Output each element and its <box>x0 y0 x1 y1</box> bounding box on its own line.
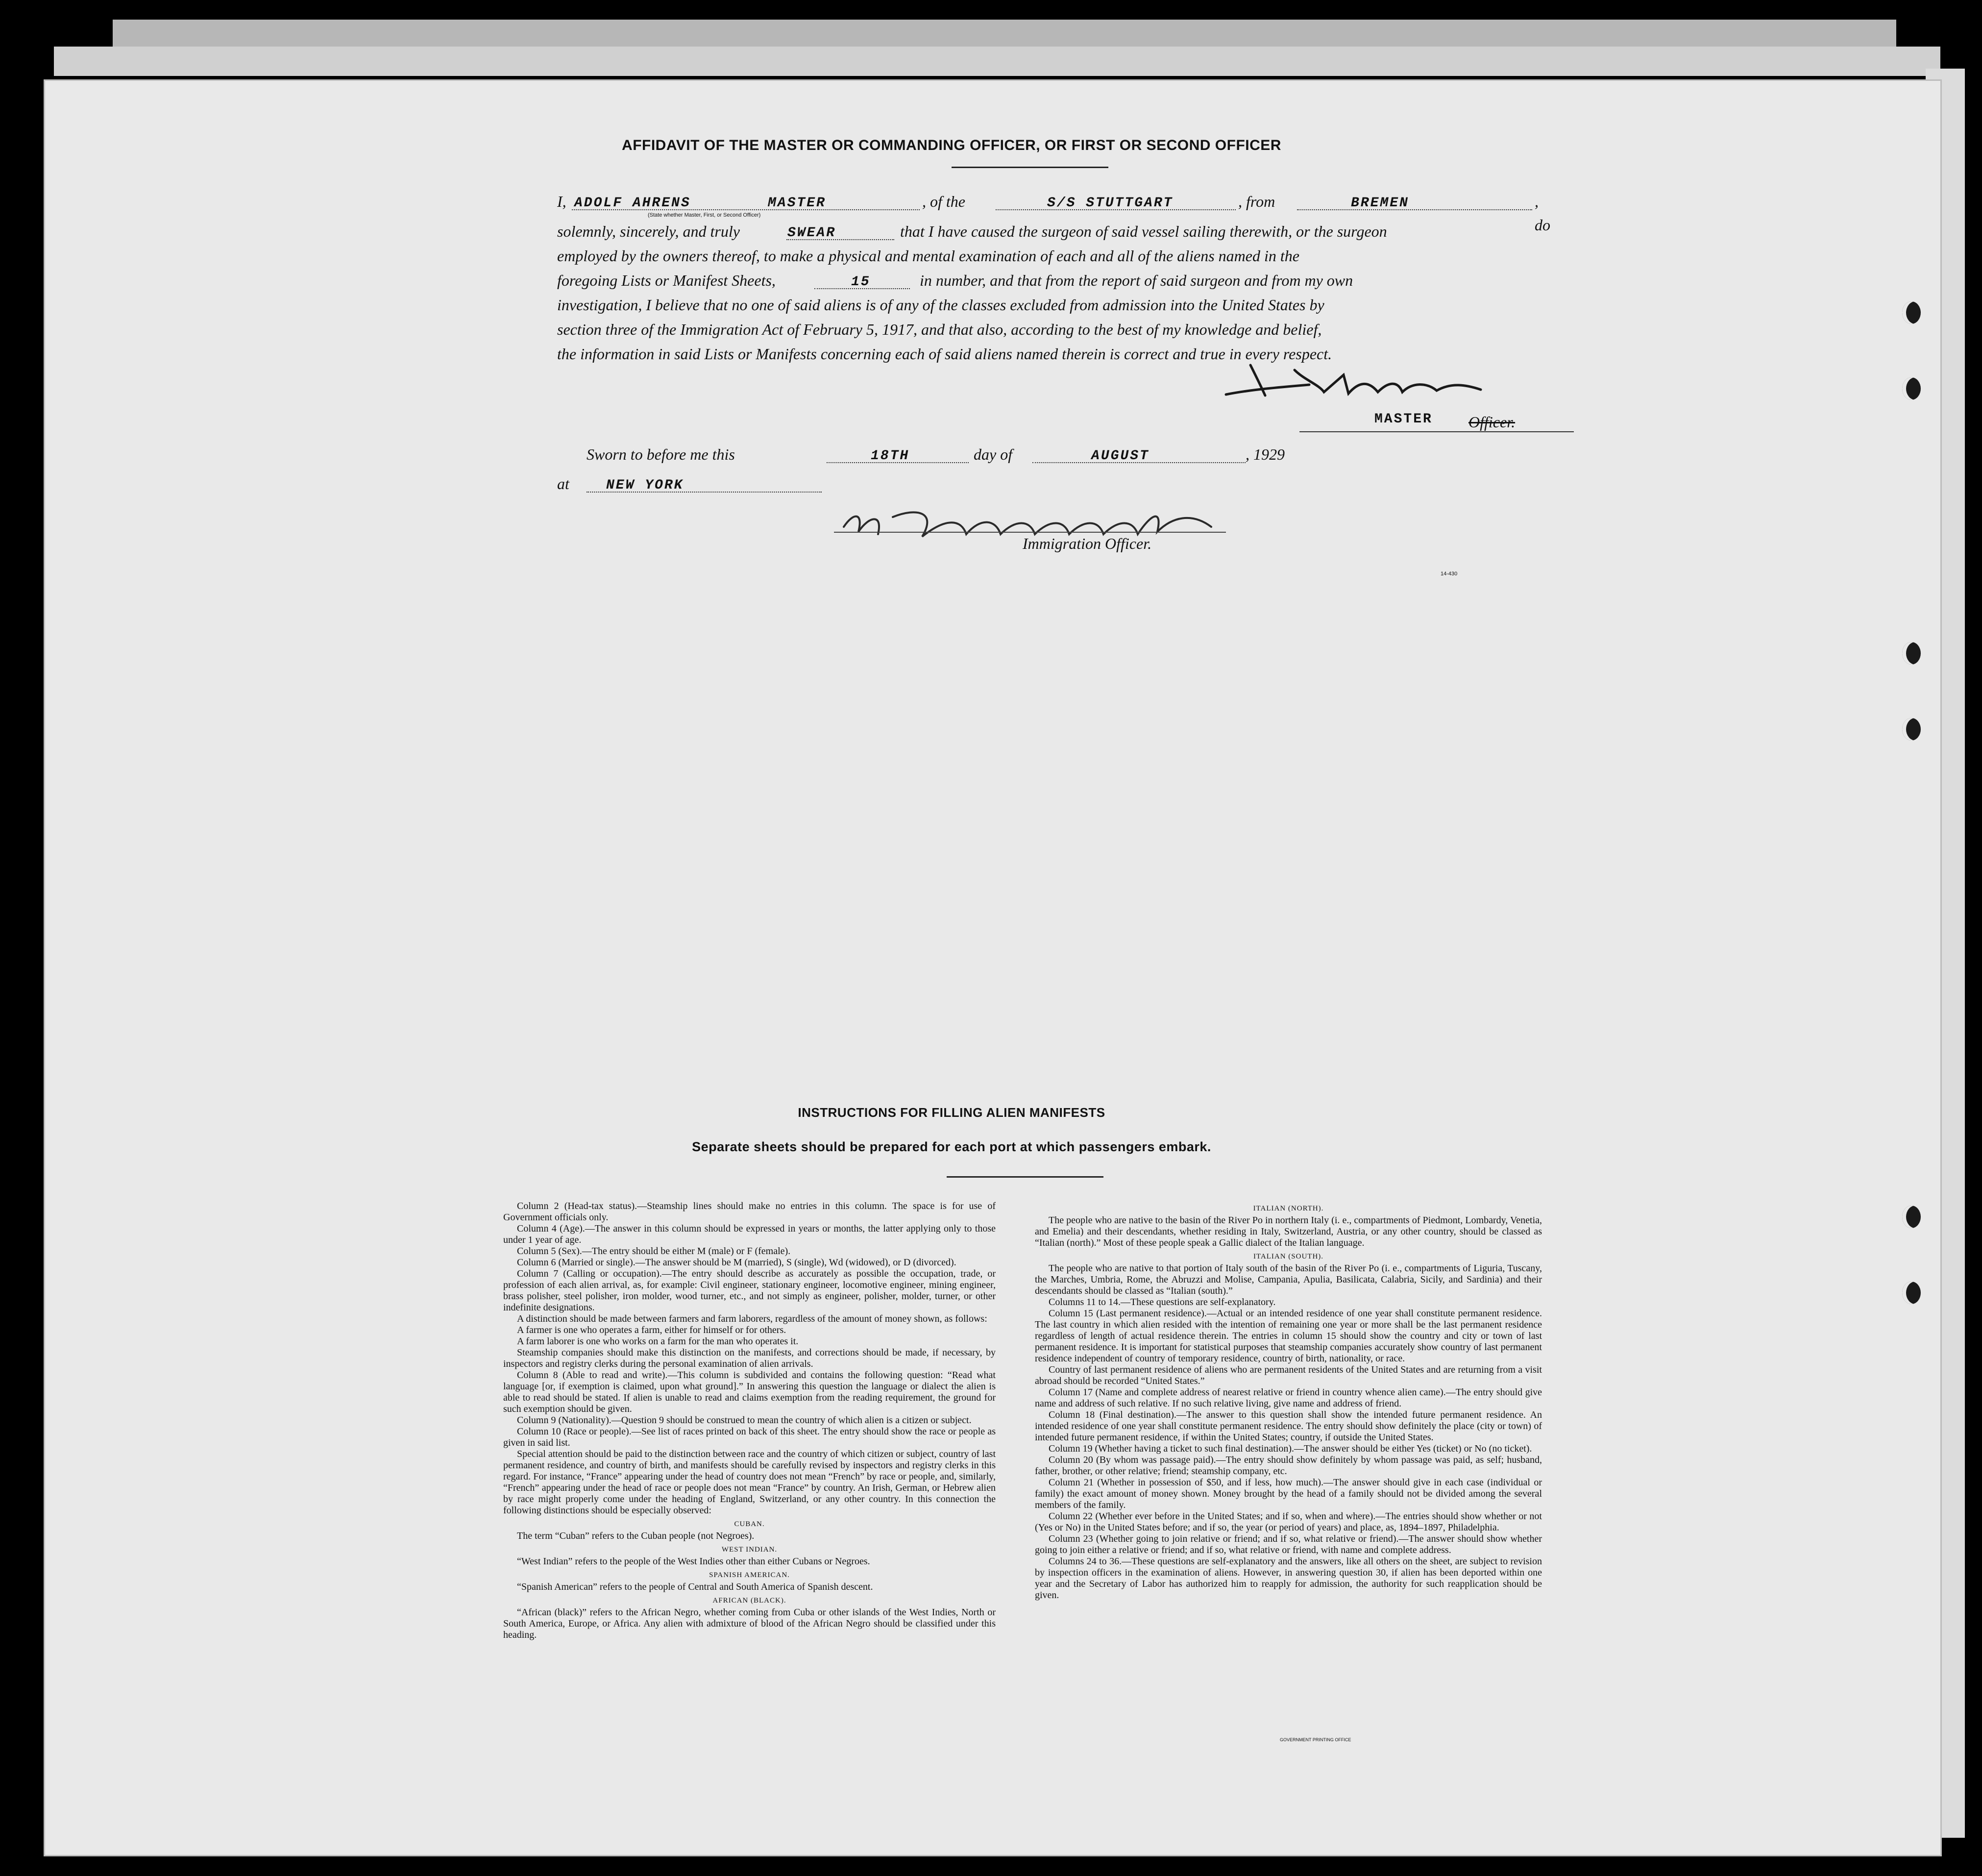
affidavit-line-3: employed by the owners thereof, to make a physical and mental examination of each and all of the aliens named in the <box>557 247 1299 265</box>
instruction-paragraph: “West Indian” refers to the people of the West Indies other than either Cubans or Negroes. <box>517 1556 870 1567</box>
instruction-paragraph: The people who are native to that portion of Italy south of the basin of the River Po (i. e., compartments of Liguria, Tuscany, the Marches, Umbria, Rome, the Abruzzi and Molise, Campania, Apulia, Basilicata, Calabria, Sicily, and Sardinia) and their descendants should be classed as “Italian (south).” <box>1035 1263 1542 1296</box>
do-text: , do <box>1535 193 1550 234</box>
line4b-text: in number, and that from the report of said surgeon and from my own <box>920 272 1353 289</box>
instruction-paragraph: Column 22 (Whether ever before in the United States; and if so, when and where).—The entries should show whether or not (Yes or No) in the United States before; and if so, the year (or period of years) and place, as, 1894–1897, Philadelphia. <box>1035 1511 1542 1533</box>
instruction-paragraph: Steamship companies should make this distinction on the manifests, and corrections should be made, if necessary, by inspectors and registry clerks during the personal examination of alien arrivals. <box>503 1347 996 1369</box>
instruction-paragraph: Column 9 (Nationality).—Question 9 should be construed to mean the country of which alien is a citizen or subject. <box>517 1415 972 1426</box>
title-rule <box>952 167 1108 168</box>
at-line <box>557 472 851 496</box>
affidavit-line-7: the information in said Lists or Manifests concerning each of said aliens named therein is correct and true in every respect. <box>557 345 1332 363</box>
section-heading: AFRICAN (BLACK). <box>712 1597 786 1604</box>
ship-line <box>996 209 1236 210</box>
affidavit-line-2 <box>557 220 1547 244</box>
day-of-text: day of <box>974 445 1013 463</box>
instruction-paragraph: A distinction should be made between farmers and farm laborers, regardless of the amount of money shown, as follows: <box>517 1313 987 1324</box>
month-line <box>1032 462 1246 463</box>
master-signature <box>1221 355 1486 412</box>
instruction-paragraph: Column 18 (Final destination).—The answer to this question shall show the intended future permanent residence. An intended residence of one year shall constitute permanent residence. The entry should show definitely the place (city or town) of intended future permanent residence, if within the United States; country, if outside the United States. <box>1035 1409 1542 1443</box>
form-number: 14-430 <box>1441 571 1458 577</box>
affidavit-line-4 <box>557 269 1547 293</box>
punch-hole <box>1902 642 1921 665</box>
instructions-left-column <box>503 1201 996 1641</box>
instructions-subtitle: Separate sheets should be prepared for each port at which passengers embark. <box>692 1139 1211 1154</box>
officer-rank-value: MASTER <box>768 196 826 211</box>
instruction-paragraph: Column 20 (By whom was passage paid).—The entry should show definitely by whom passage was paid, as self; husband, father, brother, or other relative; friend; steamship company, etc. <box>1035 1455 1542 1477</box>
printer-mark: GOVERNMENT PRINTING OFFICE <box>1280 1737 1351 1742</box>
immigration-officer-label: Immigration Officer. <box>1023 535 1152 552</box>
rank-note: (State whether Master, First, or Second Officer) <box>648 212 761 218</box>
sworn-lead: Sworn to before me this <box>587 445 735 463</box>
signer-line <box>1299 431 1574 432</box>
at-line-rule <box>587 492 822 493</box>
manifest-page <box>45 81 1940 1855</box>
punch-hole <box>1902 377 1921 400</box>
sheets-value: 15 <box>851 274 871 290</box>
instruction-paragraph: Special attention should be paid to the distinction between race and the country of which citizen or subject, country of last permanent residence, and country of birth, and manifests should be carefully revised by inspectors and registry clerks in this regard. For instance, “France” appearing under the head of country does not mean “French” by race or people, and, similarly, “French” appearing under the head of race or people does not mean “France” by country. An Irish, German, or Hebrew alien by race might properly come under the heading of England, Switzerland, or any other country. In this connection the following distinctions should be especially observed: <box>503 1449 996 1516</box>
affidavit-line-6: section three of the Immigration Act of February 5, 1917, and that also, according to the best of my knowledge and belief, <box>557 321 1322 338</box>
punch-hole <box>1902 1282 1921 1304</box>
line2b-text: that I have caused the surgeon of said vessel sailing therewith, or the surgeon <box>900 222 1387 240</box>
line2a-text: solemnly, sincerely, and truly <box>557 222 740 240</box>
instruction-paragraph: Column 5 (Sex).—The entry should be either M (male) or F (female). <box>517 1246 791 1257</box>
instruction-paragraph: The people who are native to the basin of the River Po in northern Italy (i. e., compartments of Piedmont, Lombardy, Venetia, and Emelia) and their descendants, whether residing in Italy, Switzerland, Austria, or any other country, should be classed as “Italian (north).” Most of these people speak a Gallic dialect of the Italian language. <box>1035 1215 1542 1248</box>
instruction-paragraph: A farmer is one who operates a farm, either for himself or for others. <box>517 1325 786 1335</box>
section-heading: WEST INDIAN. <box>721 1546 778 1554</box>
name-line <box>572 209 920 210</box>
instructions-rule <box>947 1176 1103 1178</box>
from-text: , from <box>1238 193 1275 210</box>
port-line <box>1297 209 1532 210</box>
day-line <box>827 462 969 463</box>
instruction-paragraph: Column 6 (Married or single).—The answer should be M (married), S (single), Wd (widowed), or D (divorced). <box>517 1257 956 1268</box>
signer-title: MASTER <box>1374 412 1433 427</box>
ship-value: S/S STUTTGART <box>1047 196 1174 211</box>
oath-value: SWEAR <box>787 225 836 241</box>
section-heading: ITALIAN (NORTH). <box>1253 1205 1324 1212</box>
affidavit-line-5: investigation, I believe that no one of said aliens is of any of the classes excluded from admission into the United States by <box>557 296 1324 314</box>
sworn-line <box>587 443 1468 467</box>
master-signature-scrawl <box>1221 355 1486 409</box>
sworn-day-value: 18TH <box>871 448 910 464</box>
at-place-value: NEW YORK <box>606 478 684 493</box>
instruction-paragraph: Column 21 (Whether in possession of $50, and if less, how much).—The answer should give in each case (individual or family) the exact amount of money shown. Money brought by the head of a family should not be divided among the several members of the family. <box>1035 1477 1542 1510</box>
lead-text: I, <box>557 193 566 210</box>
officer-name-value: ADOLF AHRENS <box>574 196 691 211</box>
instruction-paragraph: Column 17 (Name and complete address of nearest relative or friend in country whence alien came).—The entry should give name and address of such relative. If no such relative living, give name and address of friend. <box>1035 1387 1542 1409</box>
instruction-paragraph: Column 23 (Whether going to join relative or friend; and if so, what relative or friend).—The answer should show whether going to join either a relative or friend; and if so, what relative or friend, with name and complete address. <box>1035 1533 1542 1555</box>
instruction-paragraph: Column 19 (Whether having a ticket to such final destination).—The answer should be either Yes (ticket) or No (no ticket). <box>1049 1443 1532 1454</box>
instruction-paragraph: “African (black)” refers to the African Negro, whether coming from Cuba or other islands of the West Indies, North or South America, Europe, or Africa. Any alien with admixture of blood of the African Negro should be classified under this heading. <box>503 1607 996 1640</box>
instruction-paragraph: Column 15 (Last permanent residence).—Actual or an intended residence of one year shall constitute permanent residence. The last country in which alien resided with the intention of remaining one year or more shall be the last permanent residence regardless of length of actual residence therein. The entries in column 15 should show the country and city or town of last permanent residence. It is important for statistical purposes that steamship companies accurately show country of last permanent residence independent of country of temporary residence, country of birth, nationality, or race. <box>1035 1308 1542 1364</box>
instruction-paragraph: Column 2 (Head-tax status).—Steamship lines should make no entries in this column. The space is for use of Government officials only. <box>503 1201 996 1223</box>
instruction-paragraph: “Spanish American” refers to the people of Central and South America of Spanish descent. <box>517 1581 873 1592</box>
instruction-paragraph: Column 4 (Age).—The answer in this column should be expressed in years or months, the latter applying only to those under 1 year of age. <box>503 1223 996 1245</box>
sheets-line <box>814 288 910 289</box>
instruction-paragraph: Column 10 (Race or people).—See list of races printed on back of this sheet. The entry should show the race or people as given in said list. <box>503 1426 996 1448</box>
instruction-paragraph: Country of last permanent residence of aliens who are permanent residents of the United States and are returning from a visit abroad should be recorded “United States.” <box>1035 1364 1542 1386</box>
section-heading: CUBAN. <box>734 1520 765 1528</box>
instruction-paragraph: Column 8 (Able to read and write).—This column is subdivided and contains the following question: “Read what language [or, if exemption is claimed, upon what ground].” In answering this question the language or dialect the alien is able to read should be stated. If alien is unable to read and claims exemption from the reading requirement, the ground for such exemption should be given. <box>503 1370 996 1414</box>
back-page-edge-2 <box>54 47 1940 76</box>
port-value: BREMEN <box>1351 196 1409 211</box>
instruction-paragraph: Column 7 (Calling or occupation).—The entry should describe as accurately as possible the occupation, trade, or profession of each alien arrival, as, for example: Civil engineer, stationary engineer, locomotive engineer, mining engineer, brass polisher, steel polisher, iron molder, wood turner, etc., and not simply as engineer, polisher, molder, turner, or other indefinite designations. <box>503 1268 996 1313</box>
section-heading: ITALIAN (SOUTH). <box>1253 1253 1324 1260</box>
punch-hole <box>1902 301 1921 324</box>
punch-hole <box>1902 718 1921 741</box>
instructions-title: INSTRUCTIONS FOR FILLING ALIEN MANIFESTS <box>798 1105 1105 1120</box>
at-label: at <box>557 475 569 493</box>
sworn-year: , 1929 <box>1246 445 1285 463</box>
instruction-paragraph: The term “Cuban” refers to the Cuban people (not Negroes). <box>517 1530 755 1541</box>
instructions-right-column <box>1035 1201 1542 1601</box>
instruction-paragraph: A farm laborer is one who works on a farm for the man who operates it. <box>517 1336 799 1347</box>
of-the-text: , of the <box>922 193 965 210</box>
affidavit-title: AFFIDAVIT OF THE MASTER OR COMMANDING OFFICER, OR FIRST OR SECOND OFFICER <box>622 137 1281 153</box>
punch-hole <box>1902 1206 1921 1228</box>
officer-struck: Officer. <box>1468 413 1516 431</box>
section-heading: SPANISH AMERICAN. <box>709 1571 790 1579</box>
oath-line <box>786 239 894 240</box>
line4a-text: foregoing Lists or Manifest Sheets, <box>557 272 776 289</box>
instruction-paragraph: Columns 11 to 14.—These questions are self-explanatory. <box>1049 1297 1276 1308</box>
instruction-paragraph: Columns 24 to 36.—These questions are self-explanatory and the answers, like all others on the sheet, are subject to revision by inspection officers in the examination of aliens. However, in answering question 30, if alien has been deported within one year and the Secretary of Labor has authorized him to reapply for admission, the authority for such reapplication should be given. <box>1035 1556 1542 1601</box>
sworn-month-value: AUGUST <box>1091 448 1150 464</box>
